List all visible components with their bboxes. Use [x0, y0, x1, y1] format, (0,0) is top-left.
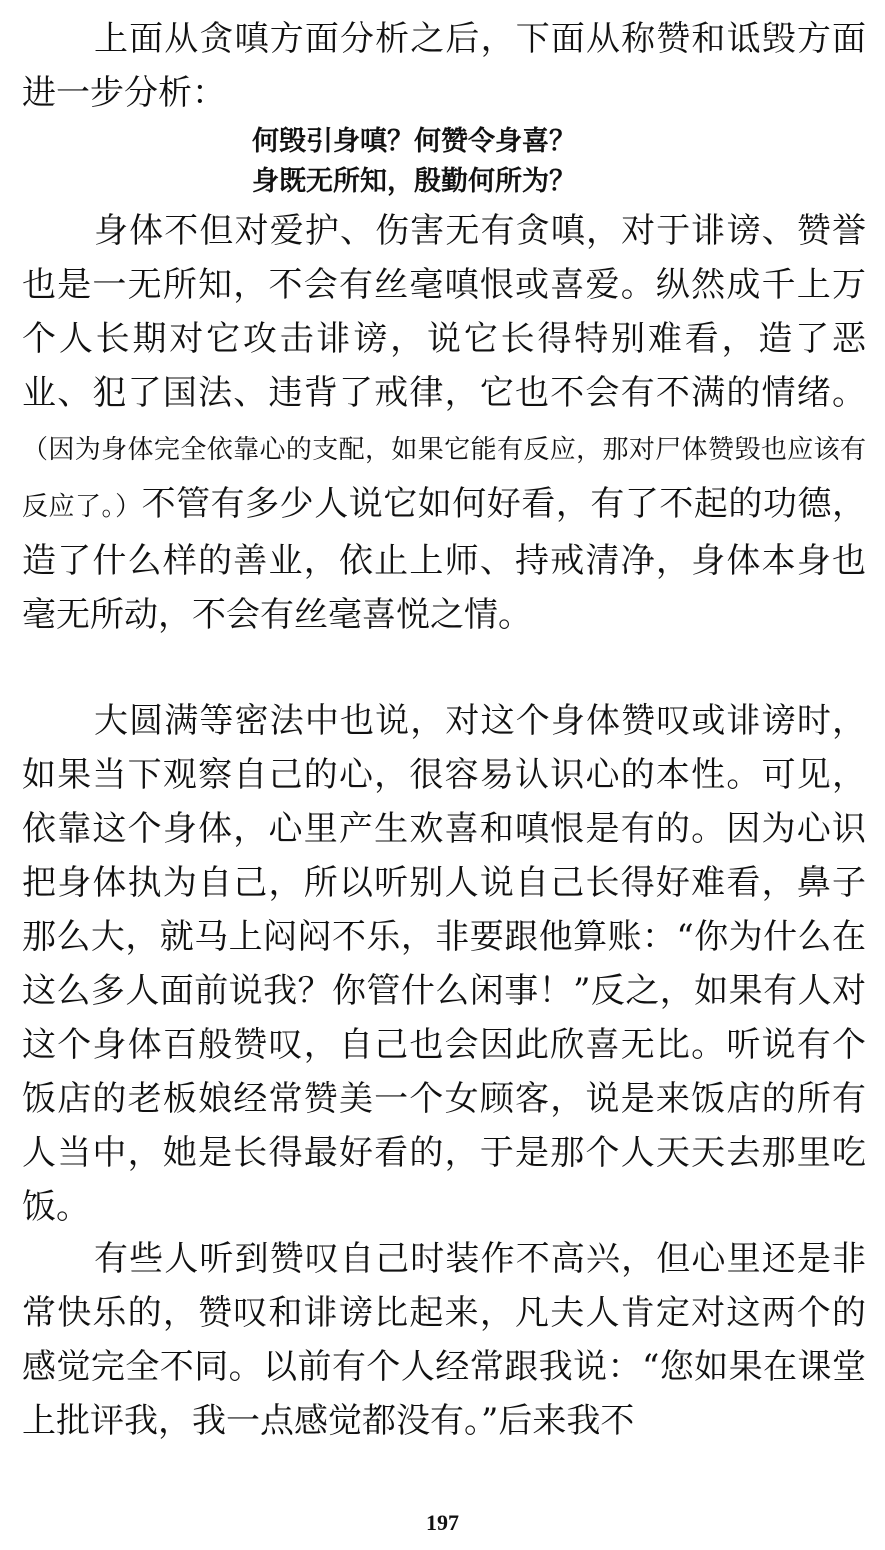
paragraph-intro: 上面从贪嗔方面分析之后，下面从称赞和诋毁方面进一步分析：: [22, 19, 866, 113]
paragraph-body-insensitivity: [22, 204, 866, 642]
verse-line-1: 何毁引身嗔？何赞令身喜？: [252, 126, 576, 157]
parenthetical-note: （因为身体完全依靠心的支配，如果它能有反应，那对尸体赞毁也应该有反应了。）: [22, 435, 866, 522]
verse-line-2: 身既无所知，殷勤何所为？: [252, 166, 576, 197]
paragraph-main-text: 身体不但对爱护、伤害无有贪嗔，对于诽谤、赞誉也是一无所知，不会有丝毫嗔恨或喜爱。纵然成千上万个人长期对它攻击诽谤，说它长得特别难看，造了恶业、犯了国法、违背了戒律，它也不会有不满的情绪。: [22, 211, 866, 413]
paragraph-tail-text: 不管有多少人说它如何好看，有了不起的功德，造了什么样的善业，依止上师、持戒清净，身体本身也毫无所动，不会有丝毫喜悦之情。: [22, 484, 866, 635]
paragraph-dzogchen-example: 大圆满等密法中也说，对这个身体赞叹或诽谤时，如果当下观察自己的心，很容易认识心的本性。可见，依靠这个身体，心里产生欢喜和嗔恨是有的。因为心识把身体执为自己，所以听别人说自己长得好难看，鼻子那么大，就马上闷闷不乐，非要跟他算账：“你为什么在这么多人面前说我？你管什么闲事！”反之，如果有人对这个身体百般赞叹，自己也会因此欣喜无比。听说有个饭店的老板娘经常赞美一个女顾客，说是来饭店的所有人当中，她是长得最好看的，于是那个人天天去那里吃饭。: [22, 701, 866, 1227]
paragraph-praise-vs-slander: 有些人听到赞叹自己时装作不高兴，但心里还是非常快乐的，赞叹和诽谤比起来，凡夫人肯定对这两个的感觉完全不同。以前有个人经常跟我说：“您如果在课堂上批评我，我一点感觉都没有。”后来我不: [22, 1239, 866, 1441]
page-number: 197: [426, 1510, 459, 1535]
